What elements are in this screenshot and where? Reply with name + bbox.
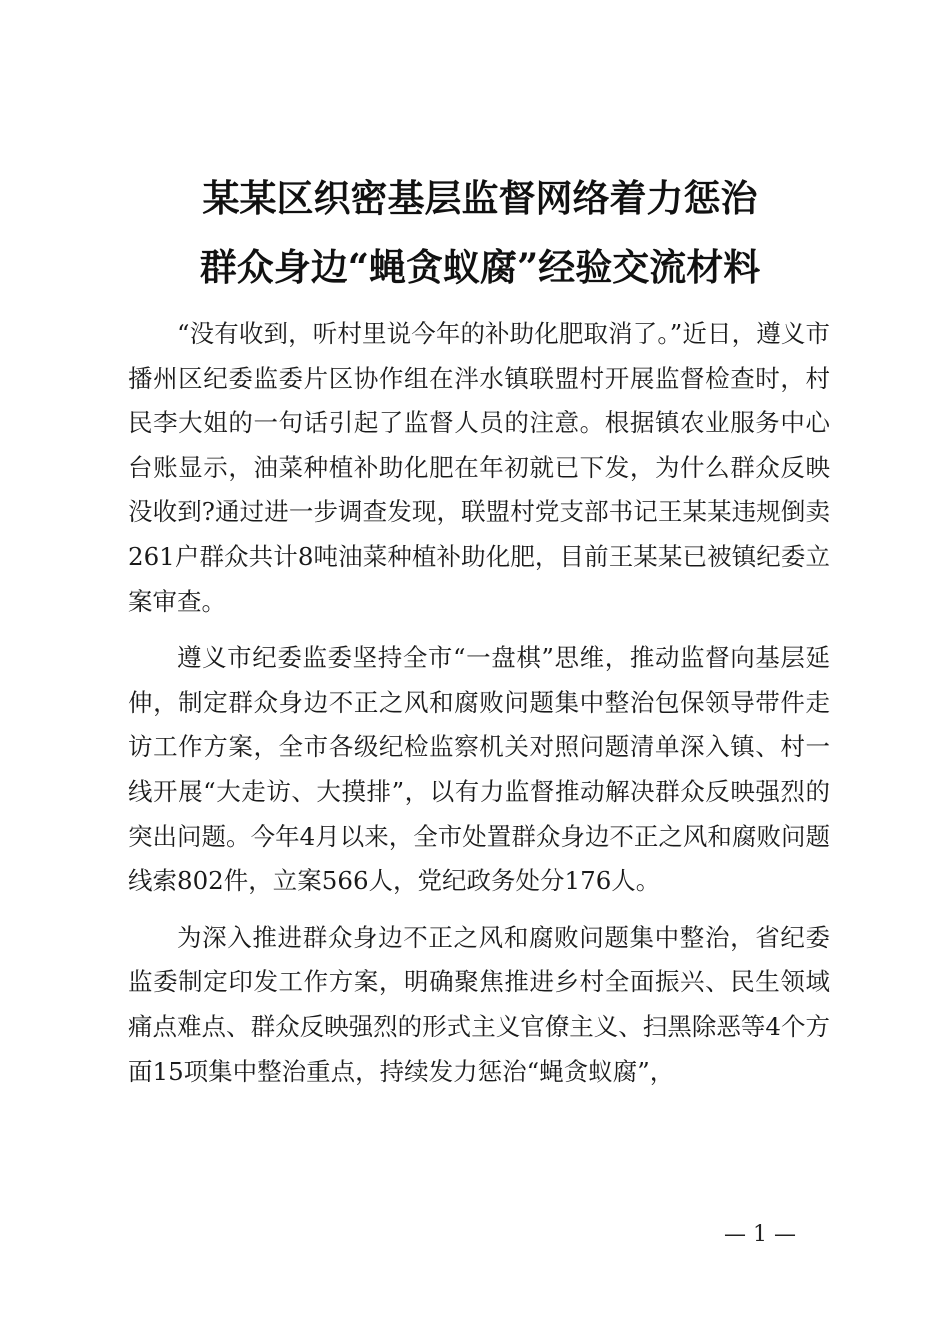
body-paragraph-1: “没有收到，听村里说今年的补助化肥取消了。”近日，遵义市播州区纪委监委片区协作组在泮水镇联盟村开展监督检查时，村民李大姐的一句话引起了监督人员的注意。根据镇农业服务中心台账显示，油菜种植补助化肥在年初就已下发，为什么群众反映没收到?通过进一步调查发现，联盟村党支部书记王某某违规倒卖261户群众共计8吨油菜种植补助化肥，目前王某某已被镇纪委立案审查。 <box>128 319 830 616</box>
document-title-line-2: 群众身边“蝇贪蚁腐”经验交流材料 <box>199 245 761 289</box>
body-paragraph-3: 为深入推进群众身边不正之风和腐败问题集中整治，省纪委监委制定印发工作方案，明确聚焦推进乡村全面振兴、民生领域痛点难点、群众反映强烈的形式主义官僚主义、扫黑除恶等4个方面15项集中整治重点，持续发力惩治“蝇贪蚁腐”， <box>128 922 830 1086</box>
document-title-line-1: 某某区织密基层监督网络着力惩治 <box>202 176 758 220</box>
page-number: — 1 — <box>724 1222 796 1247</box>
document-body <box>128 312 830 1094</box>
body-paragraph-2: 遵义市纪委监委坚持全市“一盘棋”思维，推动监督向基层延伸，制定群众身边不正之风和腐败问题集中整治包保领导带件走访工作方案，全市各级纪检监察机关对照问题清单深入镇、村一线开展“大走访、大摸排”，以有力监督推动解决群众反映强烈的突出问题。今年4月以来，全市处置群众身边不正之风和腐败问题线索802件，立案566人，党纪政务处分176人。 <box>128 643 830 896</box>
